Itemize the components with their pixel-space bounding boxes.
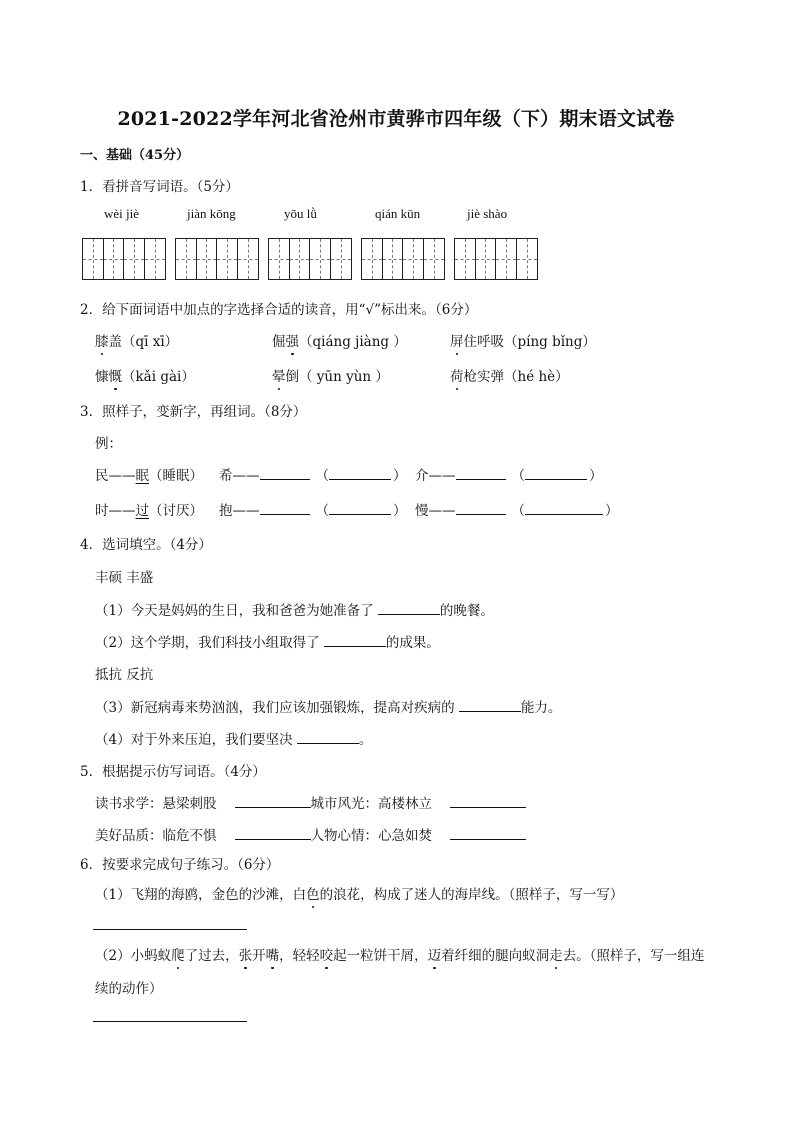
question-2-title: 2．给下面词语中加点的字选择合适的读音，用“√”标出来。（6分）	[80, 302, 478, 318]
answer-line[interactable]	[93, 1021, 247, 1022]
question-3-title: 3．照样子，变新字，再组词。（8分）	[80, 404, 307, 420]
reading-item[interactable]: 荷枪实弹（hé hè）	[450, 369, 569, 385]
pinyin-3: yōu lǜ	[284, 206, 317, 221]
tianzige-box[interactable]	[82, 238, 166, 280]
question-6-title: 6．按要求完成句子练习。（6分）	[80, 857, 280, 873]
reading-item[interactable]: 倔强（qiáng jiàng ）	[272, 334, 407, 350]
tianzige-box[interactable]	[454, 238, 538, 280]
word-choices: 丰硕 丰盛	[95, 570, 154, 586]
fill-sentence[interactable]: （3）新冠病毒来势汹汹，我们应该加强锻炼，提高对疾病的 能力。	[95, 696, 561, 716]
sentence-2-cont: 续的动作）	[95, 981, 163, 997]
word-choices: 抵抗 反抗	[95, 667, 154, 683]
reading-item[interactable]: 慷慨（kǎi gài）	[95, 369, 195, 385]
example-1: 民——眠（睡眠）	[95, 468, 203, 484]
pinyin-2: jiàn kōng	[187, 206, 236, 221]
fill-sentence[interactable]: （2）这个学期，我们科技小组取得了 的成果。	[95, 631, 440, 651]
sentence-2: （2）小蚂蚁爬了过去，张开嘴，轻轻咬起一粒饼干屑，迈着纤细的腿向蚁洞走去。（照样子，写一组连	[95, 948, 705, 964]
imitation-item[interactable]: 读书求学：悬梁刺股 城市风光：高楼林立	[95, 792, 526, 812]
page-title: 2021-2022学年河北省沧州市黄骅市四年级（下）期末语文试卷	[117, 108, 675, 130]
char-change-item[interactable]: 抱—— （ ）	[219, 499, 407, 519]
tianzige-box[interactable]	[268, 238, 352, 280]
answer-line[interactable]	[93, 929, 247, 930]
tianzige-box[interactable]	[175, 238, 259, 280]
example-label: 例：	[95, 436, 122, 452]
char-change-item[interactable]: 介—— （ ）	[415, 464, 603, 484]
char-change-item[interactable]: 希—— （ ）	[219, 464, 407, 484]
question-1-title: 1．看拼音写词语。（5分）	[80, 179, 239, 195]
sentence-1: （1）飞翔的海鸥，金色的沙滩，白色的浪花，构成了迷人的海岸线。（照样子，写一写）	[95, 887, 624, 903]
question-4-title: 4．选词填空。（4分）	[80, 537, 212, 553]
pinyin-1: wèi jiè	[104, 206, 140, 221]
reading-item[interactable]: 屏住呼吸（píng bǐng）	[450, 334, 596, 350]
fill-sentence[interactable]: （4）对于外来压迫，我们要坚决 。	[95, 728, 372, 748]
question-5-title: 5．根据提示仿写词语。（4分）	[80, 764, 266, 780]
pinyin-5: jiè shào	[467, 206, 508, 221]
fill-sentence[interactable]: （1）今天是妈妈的生日，我和爸爸为她准备了 的晚餐。	[95, 599, 494, 619]
example-2: 时——过（讨厌）	[95, 503, 203, 519]
tianzige-box[interactable]	[361, 238, 445, 280]
reading-item[interactable]: 晕倒（ yūn yùn ）	[272, 369, 389, 385]
char-change-item[interactable]: 慢—— （ ）	[415, 499, 619, 519]
pinyin-4: qián kūn	[375, 206, 421, 221]
section-heading: 一、基础（45分）	[80, 148, 190, 163]
reading-item[interactable]: 膝盖（qī xī）	[95, 334, 179, 350]
imitation-item[interactable]: 美好品质：临危不惧 人物心情：心急如焚	[95, 824, 526, 844]
